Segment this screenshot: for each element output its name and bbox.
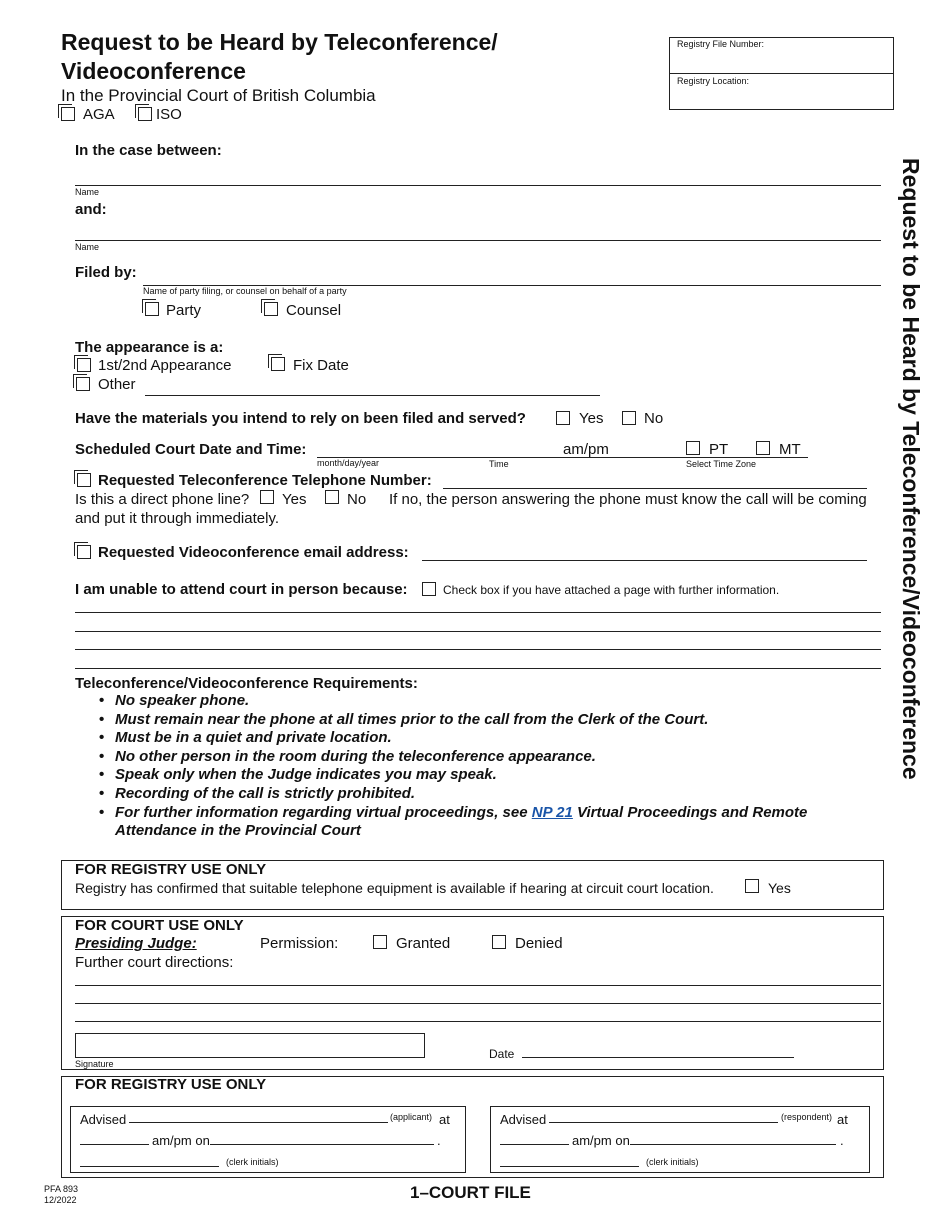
copy-designation: 1–COURT FILE	[410, 1183, 531, 1202]
requirements-section	[75, 675, 865, 841]
filed-by-hint: Name of party filing, or counsel on behalf of a party	[143, 286, 347, 296]
requirement-item-virtual	[99, 804, 865, 841]
respondent-at-label: at	[837, 1112, 848, 1127]
direct-line-no-checkbox[interactable]	[325, 490, 339, 504]
court-date-field[interactable]	[522, 1057, 794, 1058]
respondent-ampm-on: am/pm on	[572, 1133, 630, 1148]
zone-hint: Select Time Zone	[686, 459, 757, 469]
registry-use-text: Registry has confirmed that suitable telephone equipment is available if hearing at circuit court location.	[75, 880, 714, 896]
other-label: Other	[98, 376, 136, 393]
videoconference-label: Requested Videoconference email address:	[98, 544, 409, 561]
teleconference-checkbox[interactable]	[77, 473, 91, 487]
denied-label: Denied	[515, 935, 563, 952]
counsel-label: Counsel	[286, 302, 342, 319]
videoconference-checkbox[interactable]	[77, 545, 91, 559]
respondent-advised-label: Advised	[500, 1112, 547, 1127]
party-label: Party	[166, 302, 202, 319]
materials-yes-checkbox[interactable]	[556, 411, 570, 425]
iso-checkbox[interactable]	[138, 107, 152, 121]
party2-name-field[interactable]	[75, 240, 881, 241]
respondent-clerk-label: (clerk initials)	[646, 1157, 699, 1167]
party1-name-field[interactable]	[75, 185, 881, 186]
other-field[interactable]	[145, 395, 600, 396]
form-title-line2: Videoconference	[61, 58, 246, 84]
applicant-date-field[interactable]	[210, 1144, 434, 1145]
applicant-clerk-initials-field[interactable]	[80, 1166, 219, 1167]
granted-label: Granted	[396, 935, 451, 952]
permission-label: Permission:	[260, 935, 339, 952]
applicant-ampm-on: am/pm on	[152, 1133, 210, 1148]
form-date: 12/2022	[44, 1195, 77, 1205]
virtual-text-pre: For further information regarding virtual proceedings, see	[115, 803, 532, 821]
materials-no-checkbox[interactable]	[622, 411, 636, 425]
requirement-item: • No other person in the room during the teleconference appearance.	[99, 748, 865, 767]
time-hint: Time	[489, 459, 509, 469]
first-second-appearance-label: 1st/2nd Appearance	[98, 357, 232, 374]
registry-yes-label: Yes	[768, 880, 791, 896]
directions-line-2[interactable]	[75, 1003, 881, 1004]
requirement-item: • Speak only when the Judge indicates you may speak.	[99, 766, 865, 785]
reason-line-3[interactable]	[75, 649, 881, 650]
fix-date-label: Fix Date	[293, 357, 349, 374]
applicant-at-label: at	[439, 1112, 450, 1127]
form-id: PFA 893	[44, 1184, 79, 1194]
requirements-list	[99, 692, 865, 841]
applicant-clerk-label: (clerk initials)	[226, 1157, 279, 1167]
virtual-text-post: Virtual Proceedings and Remote Attendance in the Provincial Court	[115, 803, 808, 840]
reason-line-4[interactable]	[75, 668, 881, 669]
mt-checkbox[interactable]	[756, 441, 770, 455]
requirements-heading: Teleconference/Videoconference Requirements:	[75, 675, 418, 692]
court-date-field[interactable]	[317, 440, 482, 457]
respondent-clerk-initials-field[interactable]	[500, 1166, 639, 1167]
direct-line-no-label: No	[347, 491, 367, 508]
and-label: and:	[75, 201, 107, 218]
registry-file-number-field[interactable]	[670, 50, 893, 72]
applicant-advised-label: Advised	[80, 1112, 127, 1127]
video-email-field[interactable]	[422, 560, 867, 561]
appearance-label: The appearance is a:	[75, 339, 224, 356]
directions-line-3[interactable]	[75, 1021, 881, 1022]
aga-label: AGA	[83, 106, 115, 123]
requirement-item: • Must remain near the phone at all times prior to the call from the Clerk of the Court.	[99, 711, 865, 730]
direct-line-note-cont: and put it through immediately.	[75, 510, 280, 527]
respondent-name-field[interactable]	[549, 1122, 778, 1123]
iso-label: ISO	[156, 106, 182, 123]
applicant-period: .	[437, 1133, 441, 1148]
unable-label: I am unable to attend court in person because:	[75, 581, 408, 598]
pt-label: PT	[709, 441, 729, 458]
counsel-checkbox[interactable]	[264, 302, 278, 316]
presiding-judge-label: Presiding Judge:	[75, 935, 197, 952]
applicant-tag: (applicant)	[390, 1112, 433, 1122]
registry-file-number-label: Registry File Number:	[677, 39, 765, 49]
teleconference-label: Requested Teleconference Telephone Number:	[98, 472, 432, 489]
party1-name-hint: Name	[75, 187, 100, 197]
case-between-label: In the case between:	[75, 142, 222, 159]
directions-label: Further court directions:	[75, 954, 234, 971]
direct-line-note: If no, the person answering the phone must know the call will be coming	[389, 491, 867, 508]
respondent-time-field[interactable]	[500, 1144, 569, 1145]
signature-label: Signature	[75, 1059, 114, 1069]
vertical-form-title: Request to be Heard by Teleconference/Videoconference	[898, 158, 924, 780]
registry-yes-checkbox[interactable]	[745, 879, 759, 893]
party-checkbox[interactable]	[145, 302, 159, 316]
direct-line-question: Is this a direct phone line?	[75, 491, 250, 508]
requirement-item: • Must be in a quiet and private location.	[99, 729, 865, 748]
registry-use-heading: FOR REGISTRY USE ONLY	[75, 861, 267, 878]
other-checkbox[interactable]	[76, 377, 90, 391]
denied-checkbox[interactable]	[492, 935, 506, 949]
fix-date-checkbox[interactable]	[271, 357, 285, 371]
court-use-heading: FOR COURT USE ONLY	[75, 917, 244, 934]
reason-line-2[interactable]	[75, 631, 881, 632]
respondent-tag: (respondent)	[781, 1112, 833, 1122]
aga-checkbox[interactable]	[61, 107, 75, 121]
registry-location-field[interactable]	[670, 87, 893, 109]
registry-advised-heading: FOR REGISTRY USE ONLY	[75, 1076, 267, 1093]
date-hint: month/day/year	[317, 458, 380, 468]
registry-location-label: Registry Location:	[677, 76, 750, 86]
attached-page-checkbox[interactable]	[422, 582, 436, 596]
applicant-time-field[interactable]	[80, 1144, 149, 1145]
requirement-item: • No speaker phone.	[99, 692, 865, 711]
reason-line-1[interactable]	[75, 612, 881, 613]
mt-label: MT	[779, 441, 801, 458]
applicant-name-field[interactable]	[129, 1122, 388, 1123]
directions-line-1[interactable]	[75, 985, 881, 986]
granted-checkbox[interactable]	[373, 935, 387, 949]
np21-link[interactable]: NP 21	[531, 803, 573, 821]
telephone-number-field[interactable]	[443, 488, 867, 489]
direct-line-yes-label: Yes	[282, 491, 307, 508]
direct-line-yes-checkbox[interactable]	[260, 490, 274, 504]
signature-field[interactable]	[75, 1033, 425, 1058]
pt-checkbox[interactable]	[686, 441, 700, 455]
respondent-date-field[interactable]	[630, 1144, 836, 1145]
form-subtitle: In the Provincial Court of British Columbia	[61, 86, 376, 105]
party2-name-hint: Name	[75, 242, 100, 252]
ampm-label: am/pm	[563, 441, 609, 458]
date-label: Date	[489, 1047, 515, 1061]
attached-page-note: Check box if you have attached a page with further information.	[443, 583, 780, 597]
respondent-period: .	[840, 1133, 844, 1148]
filed-by-label: Filed by:	[75, 264, 137, 281]
schedule-label: Scheduled Court Date and Time:	[75, 441, 307, 458]
form-title-line1: Request to be Heard by Teleconference/	[61, 29, 498, 55]
materials-no-label: No	[644, 410, 664, 427]
first-second-appearance-checkbox[interactable]	[77, 358, 91, 372]
requirement-item: • Recording of the call is strictly prohibited.	[99, 785, 865, 804]
materials-question: Have the materials you intend to rely on been filed and served?	[75, 410, 526, 427]
court-time-field[interactable]	[489, 440, 559, 457]
materials-yes-label: Yes	[579, 410, 604, 427]
